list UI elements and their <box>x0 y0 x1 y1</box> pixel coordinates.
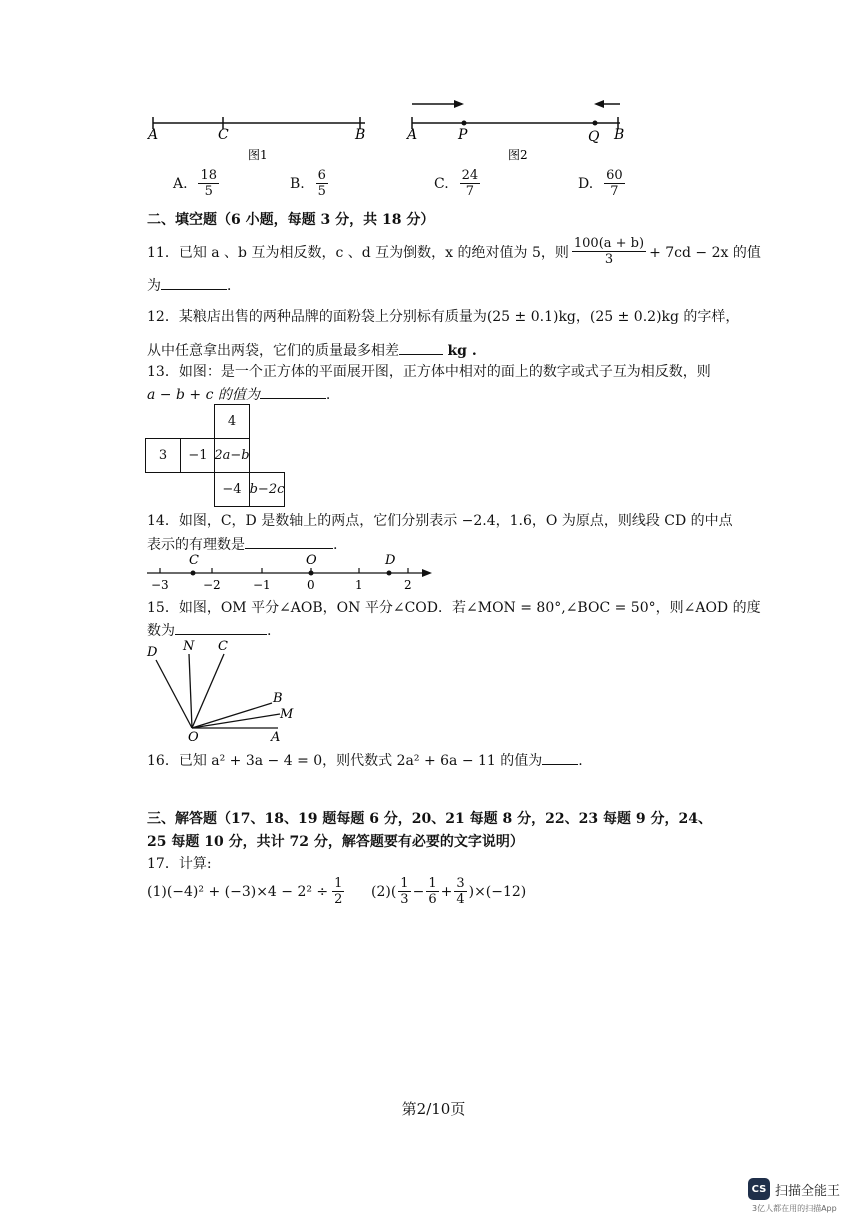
net-cell-left: 3 <box>145 438 181 473</box>
q13-line1: 13．如图：是一个正方体的平面展开图，正方体中相对的面上的数字或式子互为相反数，则 <box>147 364 711 380</box>
net-cell-center: 2a−b <box>214 438 250 473</box>
section2-title: 二、填空题（6 小题，每题 3 分，共 18 分） <box>147 212 435 228</box>
q11-line1: 11．已知 a 、b 互为相反数，c 、d 互为倒数，x 的绝对值为 5，则 $\frac{100(a + b)}{3}$ + 7cd − 2x 的值 <box>147 236 761 267</box>
q17-title: 17．计算: <box>147 856 212 872</box>
q12-line1: 12．某粮店出售的两种品牌的面粉袋上分别标有质量为(25 ± 0.1)kg，(25 ± 0.2)kg 的字样， <box>147 309 740 325</box>
ray-label-b: B <box>273 691 283 706</box>
option-a: A. $\frac{18}{5}$ <box>173 168 218 199</box>
point-label-o: O <box>306 553 317 568</box>
q14-line2: 表示的有理数是 . <box>147 537 338 553</box>
net-cell-top: 4 <box>214 404 250 439</box>
tick-label: 0 <box>307 578 315 592</box>
net-cell-bottom: −4 <box>214 472 250 507</box>
net-cell-right: b−2c <box>249 472 285 507</box>
tick-label: 1 <box>355 578 363 592</box>
q17-part1: (1)(−4)² + (−3)×4 − 2² ÷ $\frac{1}{2}$ <box>147 876 343 907</box>
angle-figure <box>140 636 310 746</box>
q16-line: 16．已知 a² + 3a − 4 = 0，则代数式 2a² + 6a − 11 的值为 . <box>147 753 583 769</box>
point-label-d: D <box>385 553 396 568</box>
fig2-label-a: A <box>407 127 418 143</box>
q11-line2: 为 ． <box>147 278 241 294</box>
option-c: C. $\frac{24}{7}$ <box>434 168 479 199</box>
fig2-label-p: P <box>458 127 468 143</box>
camscanner-tagline: 3亿人都在用的扫描App <box>752 1204 837 1213</box>
q13-line2: a − b + c 的值为 . <box>147 387 331 403</box>
number-line-arrow-icon <box>422 569 432 577</box>
camscanner-logo-icon: CS <box>748 1178 770 1200</box>
camscanner-name: 扫描全能王 <box>775 1184 841 1199</box>
segment-figures <box>140 95 640 165</box>
ray-label-c: C <box>218 639 228 654</box>
vertex-label-o: O <box>188 730 199 745</box>
tick-label: −2 <box>203 578 221 592</box>
section3-line2: 25 每题 10 分，共计 72 分，解答题要有必要的文字说明） <box>147 834 524 850</box>
fig2-caption: 图2 <box>508 148 528 162</box>
fig1-caption: 图1 <box>248 148 268 162</box>
page-number: 第2/10页 <box>401 1100 466 1118</box>
tick-label: −1 <box>253 578 271 592</box>
ray-label-n: N <box>183 639 195 654</box>
q12-line2: 从中任意拿出两袋，它们的质量最多相差 kg . <box>147 343 477 359</box>
option-d: D. $\frac{60}{7}$ <box>578 168 623 199</box>
tick-label: −3 <box>151 578 169 592</box>
fig1-label-c: C <box>218 127 229 143</box>
section3-line1: 三、解答题（17、18、19 题每题 6 分，20、21 每题 8 分，22、23 每题 9 分，24、 <box>147 811 712 827</box>
tick-label: 2 <box>404 578 412 592</box>
ray-label-a: A <box>271 730 281 745</box>
ray-label-d: D <box>147 645 158 660</box>
fig1-label-b: B <box>355 127 366 143</box>
net-cell-mid: −1 <box>180 438 216 473</box>
q15-line2: 数为 . <box>147 623 272 639</box>
q17-part2: (2)( $\frac{1}{3}$ − $\frac{1}{6}$ + $\frac{3}{4}$ )×(−12) <box>371 876 527 907</box>
q14-line1: 14．如图，C，D 是数轴上的两点，它们分别表示 −2.4，1.6，O 为原点，则线段 CD 的中点 <box>147 513 733 529</box>
option-b: B. $\frac{6}{5}$ <box>290 168 326 199</box>
fig1-label-a: A <box>148 127 159 143</box>
fig2-label-q: Q <box>588 129 600 145</box>
point-label-c: C <box>189 553 199 568</box>
number-line <box>140 550 440 595</box>
q15-line1: 15．如图，OM 平分∠AOB，ON 平分∠COD．若∠MON = 80°,∠BOC = 50°，则∠AOD 的度 <box>147 600 761 616</box>
ray-label-m: M <box>280 707 294 722</box>
fig2-label-b: B <box>614 127 625 143</box>
